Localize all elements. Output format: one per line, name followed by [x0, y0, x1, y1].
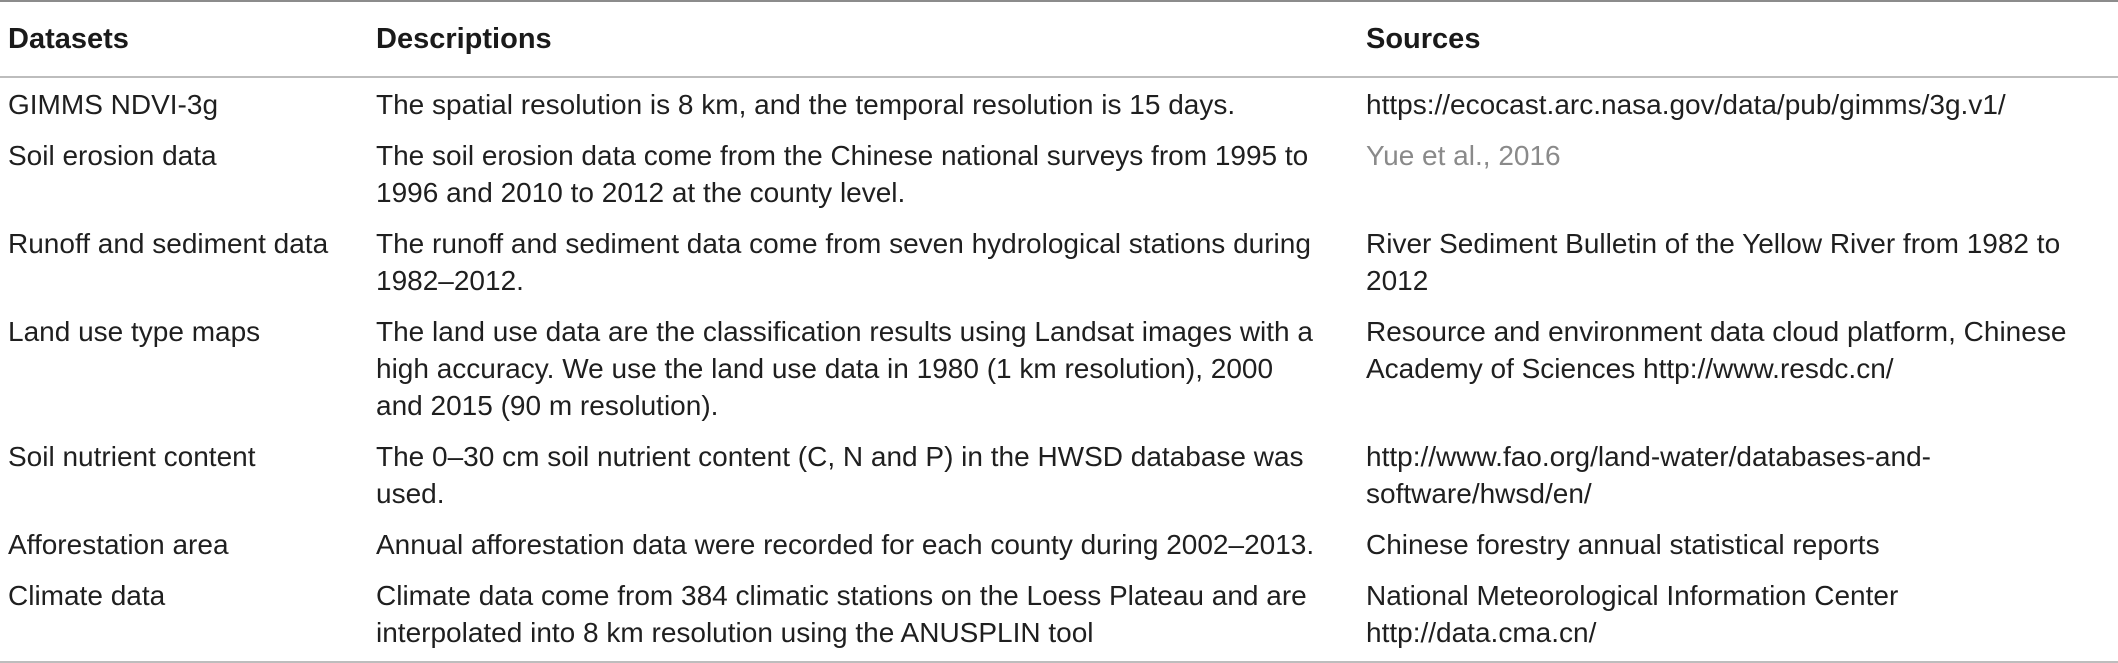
description-cell: The spatial resolution is 8 km, and the temporal resolution is 15 days.	[376, 89, 1236, 120]
table-row	[0, 518, 2118, 569]
table-row	[0, 305, 2118, 430]
table-row	[0, 129, 2118, 217]
dataset-cell: Land use type maps	[8, 316, 261, 347]
description-cell: The runoff and sediment data come from seven hydrological stations during 1982–2012.	[376, 228, 1311, 296]
source-cell: River Sediment Bulletin of the Yellow River from 1982 to 2012	[1366, 228, 2061, 296]
source-reference-link[interactable]: Yue et al., 2016	[1366, 140, 1561, 171]
description-cell: Annual afforestation data were recorded for each county during 2002–2013.	[376, 529, 1315, 560]
description-cell: The soil erosion data come from the Chinese national surveys from 1995 to 1996 and 2010 to 2012 at the county level.	[376, 140, 1309, 208]
header-descriptions: Descriptions	[376, 23, 552, 55]
header-datasets: Datasets	[8, 23, 129, 55]
dataset-cell: Soil erosion data	[8, 140, 217, 171]
table-row	[0, 569, 2118, 662]
source-link[interactable]: https://ecocast.arc.nasa.gov/data/pub/gimms/3g.v1/	[1366, 89, 2006, 120]
description-cell: Climate data come from 384 climatic stations on the Loess Plateau and are interpolated into 8 km resolution using the ANUSPLIN tool	[376, 580, 1307, 648]
source-link[interactable]: http://www.fao.org/land-water/databases-and-software/hwsd/en/	[1366, 441, 1931, 509]
source-cell: Resource and environment data cloud platform, Chinese Academy of Sciences http://www.resdc.cn/	[1366, 316, 2067, 384]
table-row	[0, 217, 2118, 305]
dataset-cell: GIMMS NDVI-3g	[8, 89, 219, 120]
dataset-cell: Climate data	[8, 580, 166, 611]
dataset-cell: Afforestation area	[8, 529, 229, 560]
source-cell: National Meteorological Information Center http://data.cma.cn/	[1366, 580, 1899, 648]
table-header	[0, 1, 2118, 77]
header-sources: Sources	[1366, 23, 1481, 55]
description-cell: The 0–30 cm soil nutrient content (C, N and P) in the HWSD database was used.	[376, 441, 1304, 509]
description-cell: The land use data are the classification results using Landsat images with a high accuracy. We use the land use data in 1980 (1 km resolution), 2000 and 2015 (90 m resolution).	[376, 316, 1313, 421]
dataset-cell: Runoff and sediment data	[8, 228, 329, 259]
table-row	[0, 77, 2118, 129]
dataset-cell: Soil nutrient content	[8, 441, 256, 472]
source-cell: Chinese forestry annual statistical reports	[1366, 529, 1880, 560]
table-body	[0, 77, 2118, 662]
header-row	[0, 1, 2118, 77]
table-row	[0, 430, 2118, 518]
